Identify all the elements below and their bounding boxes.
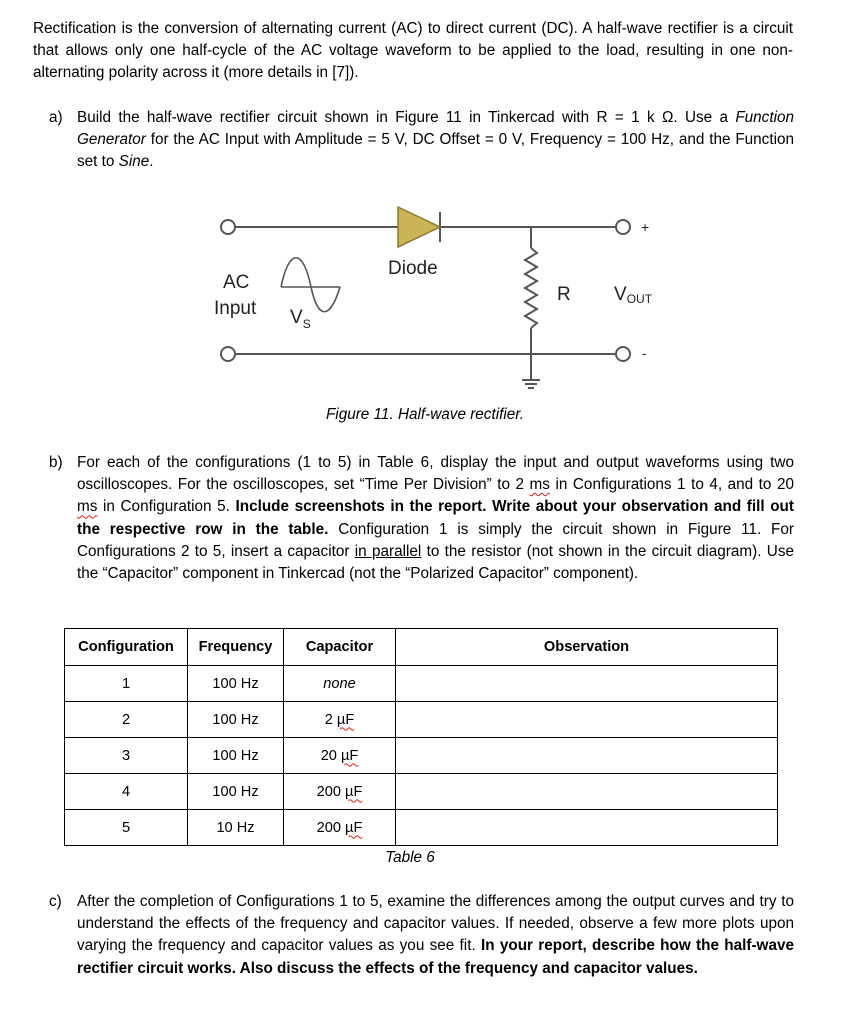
cell-capacitor: 2 µF	[284, 702, 396, 738]
figure-caption: Figure 11. Half-wave rectifier.	[325, 406, 525, 423]
part-c-marker: c)	[49, 893, 62, 910]
configuration-table	[64, 628, 778, 846]
table-row	[65, 666, 778, 702]
cell-observation[interactable]	[396, 702, 778, 738]
terminal-ac-bottom	[221, 347, 235, 361]
cell-config: 1	[65, 666, 188, 702]
part-a-text: Build the half-wave rectifier circuit shown in Figure 11 in Tinkercad with R = 1 k Ω. Use a Function Generator for the AC Input with Amplitude = 5 V, DC Offset = 0 V, Frequency = 100 Hz, and the Function set to Sine.	[77, 109, 794, 171]
cell-observation[interactable]	[396, 738, 778, 774]
cell-frequency: 10 Hz	[188, 810, 284, 846]
half-wave-rectifier-circuit	[0, 190, 850, 405]
terminal-out-negative	[616, 347, 630, 361]
part-c-text: After the completion of Configurations 1 to 5, examine the differences among the output curves and try to understand the effects of the frequency and capacitor values. If needed, observe a few more plots upon varying the frequency and capacitor values as you see fit. In your report, describe how the half-wave rectifier circuit works. Also discuss the effects of the frequency and capacitor values.	[77, 893, 794, 977]
table-row	[65, 810, 778, 846]
table-row	[65, 774, 778, 810]
ac-source-symbol	[281, 258, 340, 312]
header-frequency: Frequency	[188, 629, 284, 666]
header-observation: Observation	[396, 629, 778, 666]
table-header-row	[65, 629, 778, 666]
table-caption: Table 6	[385, 849, 435, 866]
table-row	[65, 738, 778, 774]
header-configuration: Configuration	[65, 629, 188, 666]
part-b-text: For each of the configurations (1 to 5) in Table 6, display the input and output waveforms using two oscilloscopes. For the oscilloscopes, set “Time Per Division” to 2 ms in Configurations 1 to 4, and to 20 ms in Configuration 5. Include screenshots in the report. Write about your observation and fill out the respective row in the table. Configuration 1 is simply the circuit shown in Figure 11. For Configurations 2 to 5, insert a capacitor in parallel to the resistor (not shown in the circuit diagram). Use the “Capacitor” component in Tinkercad (not the “Polarized Capacitor” component).	[77, 454, 794, 583]
table-row	[65, 702, 778, 738]
vout-label: VOUT	[614, 284, 653, 306]
cell-capacitor: 20 µF	[284, 738, 396, 774]
cell-frequency: 100 Hz	[188, 666, 284, 702]
cell-observation[interactable]	[396, 810, 778, 846]
cell-capacitor: none	[284, 666, 396, 702]
resistor-label: R	[557, 284, 571, 305]
diode-label: Diode	[388, 258, 438, 279]
terminal-out-positive	[616, 220, 630, 234]
cell-config: 5	[65, 810, 188, 846]
cell-observation[interactable]	[396, 774, 778, 810]
terminal-ac-top	[221, 220, 235, 234]
cell-config: 4	[65, 774, 188, 810]
part-b-marker: b)	[49, 454, 63, 471]
cell-observation[interactable]	[396, 666, 778, 702]
header-capacitor: Capacitor	[284, 629, 396, 666]
ac-label: AC	[223, 272, 250, 293]
plus-label: +	[641, 219, 650, 235]
cell-frequency: 100 Hz	[188, 774, 284, 810]
cell-frequency: 100 Hz	[188, 738, 284, 774]
cell-config: 2	[65, 702, 188, 738]
cell-config: 3	[65, 738, 188, 774]
intro-paragraph: Rectification is the conversion of alternating current (AC) to direct current (DC). A half-wave rectifier is a circuit that allows only one half-cycle of the AC voltage waveform to be applied to the load, resulting in one non-alternating polarity across it (more details in [7]).	[33, 20, 793, 82]
cell-capacitor: 200 µF	[284, 774, 396, 810]
vs-label: $V_S$	[290, 307, 311, 331]
minus-label: -	[642, 345, 647, 361]
diode-symbol	[398, 207, 440, 247]
cell-frequency: 100 Hz	[188, 702, 284, 738]
cell-capacitor: 200 µF	[284, 810, 396, 846]
part-a-marker: a)	[49, 109, 63, 126]
input-label: Input	[214, 298, 257, 319]
